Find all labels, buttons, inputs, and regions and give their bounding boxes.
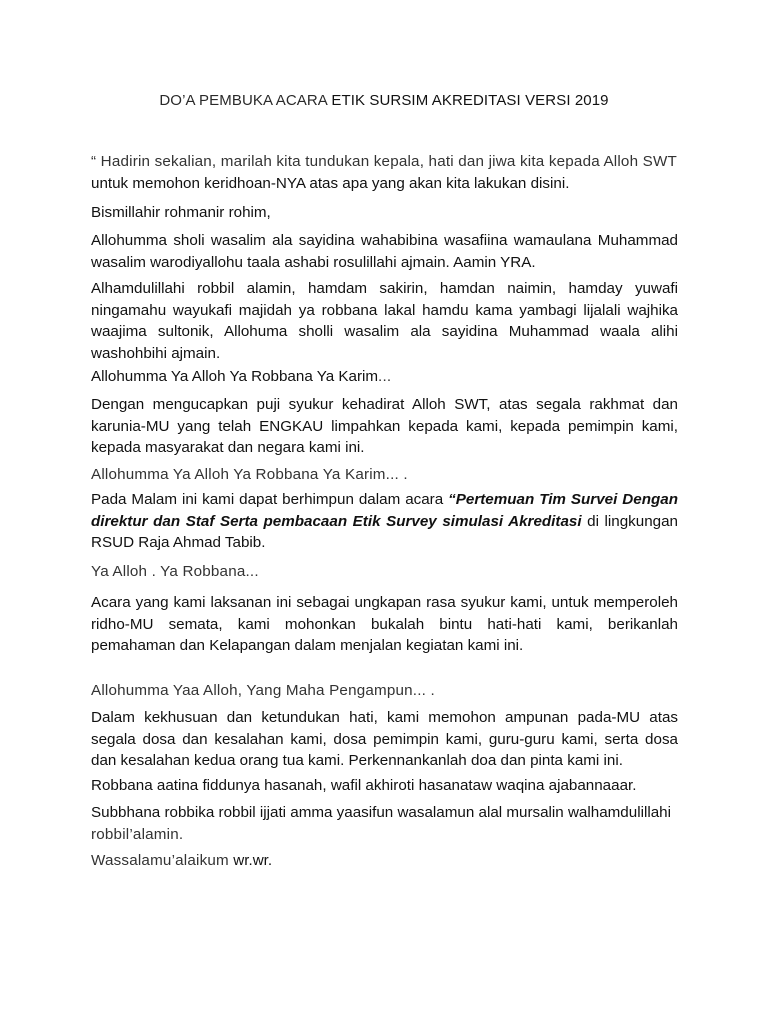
salam-text: Wassalamu’alaikum [91,852,234,869]
paragraph-hamdalah: Alhamdulillahi robbil alamin, hamdam sakirin, hamdan naimin, hamday yuwafi ningamahu wayukafi majidah ya robbana lakal hamdu kama yambagi lijalali wajhika waajima sultonik, Allohuma sholli wasalim ala sayidina Muhammad waala alihi washohbihi ajmain. [91,280,678,362]
title-main: ETIK SURSIM AKREDITASI VERSI 2019 [331,92,609,109]
paragraph-robbana: Robbana aatina fiddunya hasanah, wafil akhiroti hasanataw waqina ajabannaaar. [91,777,637,794]
paragraph-closing-prayer [91,802,678,845]
paragraph-sholawat: Allohumma sholi wasalim ala sayidina wahabibina wasafiina wamaulana Muhammad wasalim warodiyallohu taala ashabi rosulillahi ajmain. Aamin YRA. [91,232,678,271]
event-text-before: Pada Malam ini kami dapat berhimpun dalam acara [91,491,449,508]
invocation-1-text: Allohumma Ya Alloh Ya Robbana Ya Karim [91,368,379,385]
paragraph-event [91,489,678,554]
paragraph-opening-line1: “ Hadirin sekalian, marilah kita tundukan kepala, hati dan jiwa kita kepada Alloh SWT [91,153,677,170]
paragraph-invocation-1 [91,366,678,388]
paragraph-opening [91,151,678,194]
closing-prayer-line2: robbil’alamin. [91,825,184,843]
paragraph-gratitude: Dengan mengucapkan puji syukur kehadirat Alloh SWT, atas segala rakhmat dan karunia-MU yang telah ENGKAU limpahkan kepada kami, kepada pemimpin kami, kepada masyarakat dan negara kami ini. [91,396,678,456]
paragraph-forgiveness: Dalam kekhusuan dan ketundukan hati, kami memohon ampunan pada-MU atas segala dosa dan kesalahan kami, dosa pemimpin kami, guru-guru kami, serta dosa dan kesalahan kedua orang tua kami. Perkennankanlah doa dan pinta kami ini. [91,709,678,769]
paragraph-invocation-4: Allohumma Yaa Alloh, Yang Maha Pengampun... . [91,682,435,699]
paragraph-opening-line2: untuk memohon keridhoan-NYA atas apa yang akan kita lakukan disini. [91,174,570,192]
event-name: “Pertemuan Tim Survei Dengan direktur dan Staf Serta pembacaan Etik Survey simulasi Akreditasi [91,491,678,530]
paragraph-salam [91,850,678,872]
salam-tail: wr.wr. [233,852,273,869]
event-text-after: di lingkungan RSUD Raja Ahmad Tabib. [91,512,678,551]
title-prefix: DO’A PEMBUKA ACARA [159,92,332,109]
paragraph-purpose: Acara yang kami laksanan ini sebagai ungkapan rasa syukur kami, untuk memperoleh ridho-MU semata, kami mohonkan bukalah bintu hati-hati kami, berikanlah pemahaman dan Kelapangan dalam menjalan kegiatan kami ini. [91,594,678,654]
invocation-1-ellipsis: ... [378,368,392,385]
paragraph-invocation-2: Allohumma Ya Alloh Ya Robbana Ya Karim... . [91,466,408,483]
paragraph-bismillah: Bismillahir rohmanir rohim, [91,204,271,221]
paragraph-invocation-3: Ya Alloh . Ya Robbana... [91,563,259,580]
document-title [0,92,768,109]
closing-prayer-line1: Subbhana robbika robbil ijjati amma yaasifun wasalamun alal mursalin walhamdulillahi [91,804,671,821]
